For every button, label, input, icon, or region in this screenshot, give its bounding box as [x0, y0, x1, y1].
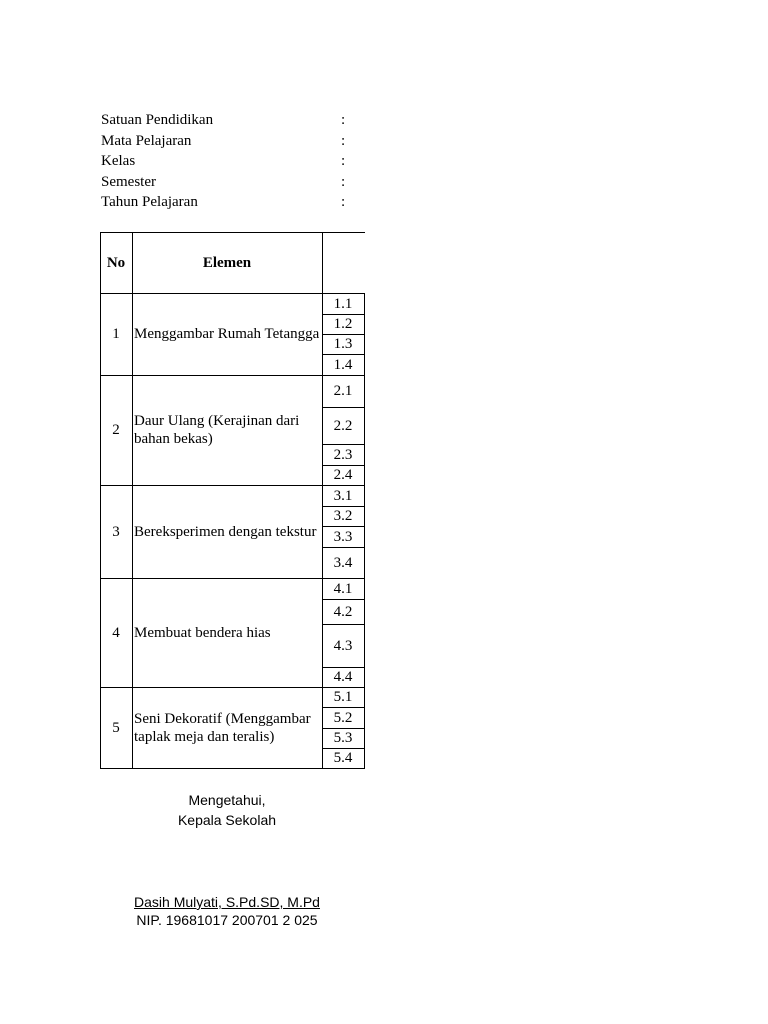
sub-code: 2.2	[333, 417, 353, 434]
principal-nip: NIP. 19681017 200701 2 025	[136, 912, 318, 928]
sub-code: 4.4	[333, 669, 353, 685]
table-border-top	[100, 232, 365, 233]
group-number: 3	[112, 523, 120, 540]
info-colon: :	[341, 112, 346, 128]
sub-code: 2.3	[333, 446, 353, 463]
group-elemen: Daur Ulang (Kerajinan dari bahan bekas)	[134, 413, 300, 447]
sub-code: 4.1	[333, 580, 353, 597]
info-colon: :	[341, 153, 346, 169]
group-number: 2	[112, 422, 120, 438]
table-border-bottom	[100, 768, 365, 769]
sub-code: 4.3	[333, 637, 353, 654]
sub-code: 1.4	[333, 356, 353, 373]
group-elemen: Seni Dekoratif (Menggambar taplak meja dan teralis)	[134, 710, 311, 745]
table-divider-sub	[364, 293, 365, 769]
sub-code: 5.3	[333, 730, 353, 746]
info-colon: :	[341, 132, 346, 149]
sub-code: 4.2	[333, 603, 353, 620]
info-colon: :	[341, 173, 346, 190]
principal-name: Dasih Mulyati, S.Pd.SD, M.Pd	[134, 894, 320, 910]
group-number: 5	[112, 719, 120, 736]
sub-code: 2.1	[333, 383, 353, 399]
group-elemen: Membuat bendera hias	[134, 624, 271, 641]
signature-block	[110, 790, 344, 830]
info-row-tahun	[101, 192, 361, 213]
sub-code: 5.2	[333, 709, 353, 726]
sub-code: 1.1	[333, 295, 353, 312]
sub-code: 5.1	[333, 689, 353, 705]
info-row-mapel	[101, 131, 361, 152]
sub-code: 1.2	[333, 316, 353, 332]
info-row-semester	[101, 172, 361, 193]
signature-identity	[110, 892, 344, 930]
sub-code: 5.4	[333, 750, 353, 766]
role-text: Kepala Sekolah	[177, 812, 277, 828]
sub-code: 3.3	[333, 528, 353, 545]
info-label: Semester	[101, 173, 156, 190]
header-elemen: Elemen	[202, 254, 252, 271]
document-info-block	[101, 110, 361, 213]
info-label: Satuan Pendidikan	[101, 112, 214, 128]
group-number: 4	[112, 624, 120, 641]
info-colon: :	[341, 194, 346, 210]
sub-code: 3.4	[333, 554, 353, 571]
sub-code: 2.4	[333, 467, 353, 483]
info-row-satuan	[101, 110, 361, 131]
group-elemen: Menggambar Rumah Tetangga	[134, 326, 320, 342]
sub-code: 1.3	[333, 336, 353, 352]
group-elemen: Bereksperimen dengan tekstur	[134, 523, 317, 540]
info-label: Mata Pelajaran	[101, 132, 192, 149]
group-number: 1	[112, 326, 120, 342]
sub-code: 3.1	[333, 487, 353, 504]
sub-code: 3.2	[333, 508, 353, 524]
greeting-text: Mengetahui,	[188, 792, 266, 808]
info-row-kelas	[101, 151, 361, 172]
info-label: Tahun Pelajaran	[101, 194, 198, 210]
info-label: Kelas	[101, 153, 136, 169]
header-no: No	[106, 254, 126, 271]
